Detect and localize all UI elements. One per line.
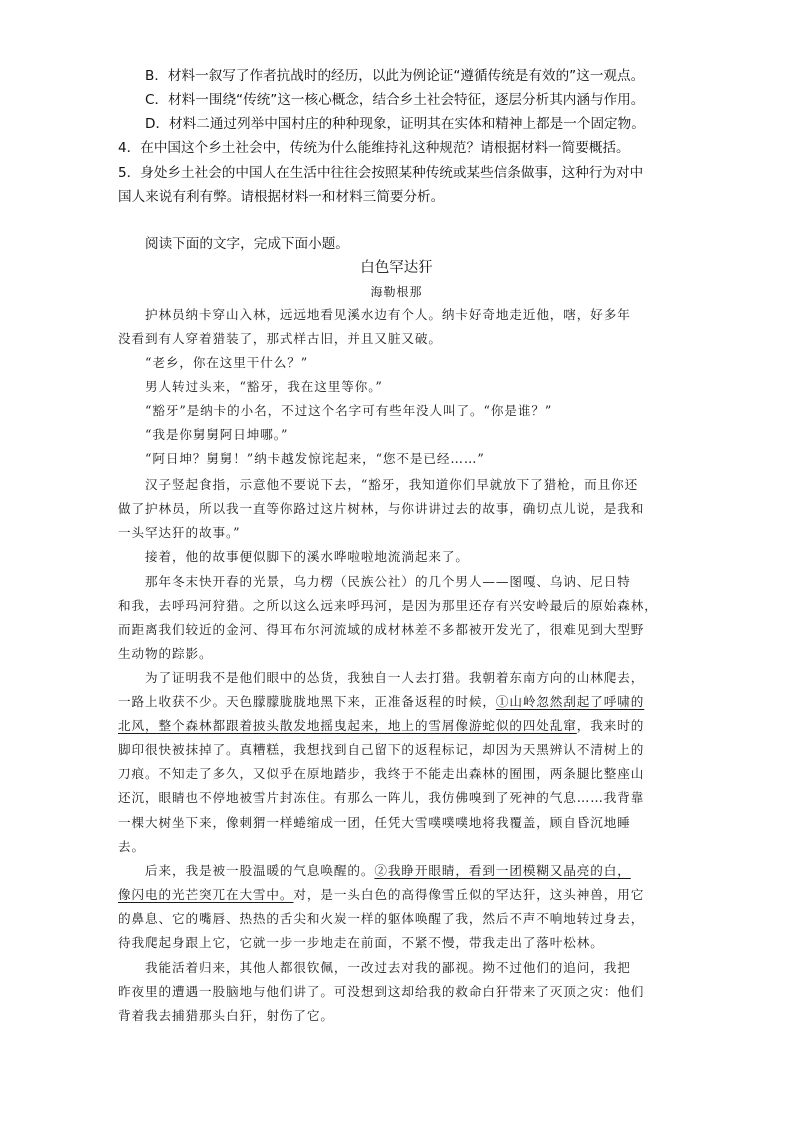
story-line [118,716,644,736]
story-line: 没看到有人穿着猎装了，那式样古旧，并且又脏又破。 [118,331,442,346]
story-line: 脚印很快被抹掉了。真糟糕，我想找到自己留下的返程标记，却因为天黑辨认不清树上的 [118,742,645,757]
story-line: 昨夜里的遭遇一股脑地与他们讲了。可没想到这却给我的救命白犴带来了灭顶之灾：他们 [118,984,645,999]
story-line: 那年冬末快开春的光景，乌力楞（民族公社）的几个男人——图嘎、乌讷、尼日特 [145,574,631,589]
story-line [118,692,644,712]
story-line: 和我，去呼玛河狩猎。之所以这么远来呼玛河，是因为那里还存有兴安岭最后的原始森林， [118,598,658,613]
story-line: 为了证明我不是他们眼中的怂货，我独自一人去打猎。我朝着东南方向的山林爬去， [145,670,645,685]
story-text: 后来，我是被一股温暖的气息唤醒的。 [145,863,375,878]
story-line [145,861,631,881]
question-5-line-2: 国人来说有利有弊。请根据材料一和材料三简要分析。 [118,189,445,205]
story-line: 而距离我们较近的金河、得耳布尔河流域的成材林差不多都被开发光了，很难见到大型野 [118,622,645,637]
story-text: 一路上收获不少。天色朦朦胧胧地黑下来，正准备返程的时候， [118,694,496,709]
story-line: 汉子竖起食指，示意他不要说下去，“豁牙，我知道你们早就放下了猎枪，而且你还 [145,477,639,492]
story-line: 刀痕。不知走了多久，又似乎在原地踏步，我终于不能走出森林的囿围，两条腿比整座山 [118,766,645,781]
option-d: D．材料二通过列举中国村庄的种种现象，证明其在实体和精神上都是一个固定物。 [145,116,645,132]
story-line: 还沉，眼睛也不停地被雪片封冻住。有那么一阵儿，我仿佛嗅到了死神的气息……我背靠 [118,790,645,805]
option-b: B．材料一叙写了作者抗战时的经历，以此为例论证“遵循传统是有效的”这一观点。 [145,68,645,84]
underlined-sentence-2-cont: 像闪电的光芒突兀在大雪中。 [118,887,294,902]
story-line: 男人转过头来，“豁牙，我在这里等你。” [145,379,383,394]
story-line: 去。 [118,839,145,854]
reading-instruction: 阅读下面的文字，完成下面小题。 [145,236,349,252]
story-author: 海勒根那 [370,285,423,299]
story-text: ，我来时的 [576,718,645,733]
story-line: 生动物的踪影。 [118,646,213,661]
story-line: 接着，他的故事便似脚下的溪水哗啦啦地流淌起来了。 [145,549,469,564]
story-line: 护林员纳卡穿山入林，远远地看见溪水边有个人。纳卡好奇地走近他，嗐，好多年 [145,307,631,322]
story-line: 的鼻息、它的嘴唇、热热的舌尖和火炭一样的躯体唤醒了我，然后不声不响地转过身去， [118,911,645,926]
underlined-sentence-1: ①山岭忽然刮起了呼啸的 [495,694,645,709]
story-line: “老乡，你在这里干什么？” [145,355,309,370]
story-line: 做了护林员，所以我一直等你路过这片树林，与你讲讲过去的故事，确切点儿说，是我和 [118,501,645,516]
story-line: 一棵大树坐下来，像刺猬一样蜷缩成一团，任凭大雪噗噗噗地将我覆盖，顾自昏沉地睡 [118,815,631,830]
story-line: 我能活着归来，其他人都很钦佩，一改过去对我的鄙视。拗不过他们的追问，我把 [145,960,631,975]
question-4: 4．在中国这个乡土社会中，传统为什么能维持礼这种规范？请根据材料一简要概括。 [118,140,630,156]
story-text: 对，是一头白色的高得像雪丘似的罕达犴，这头神兽，用它 [293,887,645,902]
option-c: C．材料一围绕“传统”这一核心概念，结合乡土社会特征，逐层分析其内涵与作用。 [145,92,645,108]
story-line: “豁牙”是纳卡的小名，不过这个名字可有些年没人叫了。“你是谁？” [145,403,553,418]
story-line: “阿日坤？舅舅！”纳卡越发惊诧起来，“您不是已经……” [145,451,485,466]
story-line [118,885,644,905]
underlined-sentence-2: ②我睁开眼睛，看到一团模糊又晶亮的白， [374,863,631,878]
story-line: “我是你舅舅阿日坤哪。” [145,427,289,442]
underlined-sentence-1-cont: 北风，整个森林都跟着披头散发地摇曳起来，地上的雪屑像游蛇似的四处乱窜 [118,718,577,733]
story-title: 白色罕达犴 [360,260,433,276]
story-line: 背着我去捕猎那头白犴，射伤了它。 [118,1008,334,1023]
story-line: 一头罕达犴的故事。” [118,525,241,540]
story-line: 待我爬起身跟上它，它就一步一步地走在前面，不紧不慢，带我走出了落叶松林。 [118,935,604,950]
question-5-line-1: 5．身处乡土社会的中国人在生活中往往会按照某种传统或某些信条做事，这种行为对中 [118,165,644,181]
